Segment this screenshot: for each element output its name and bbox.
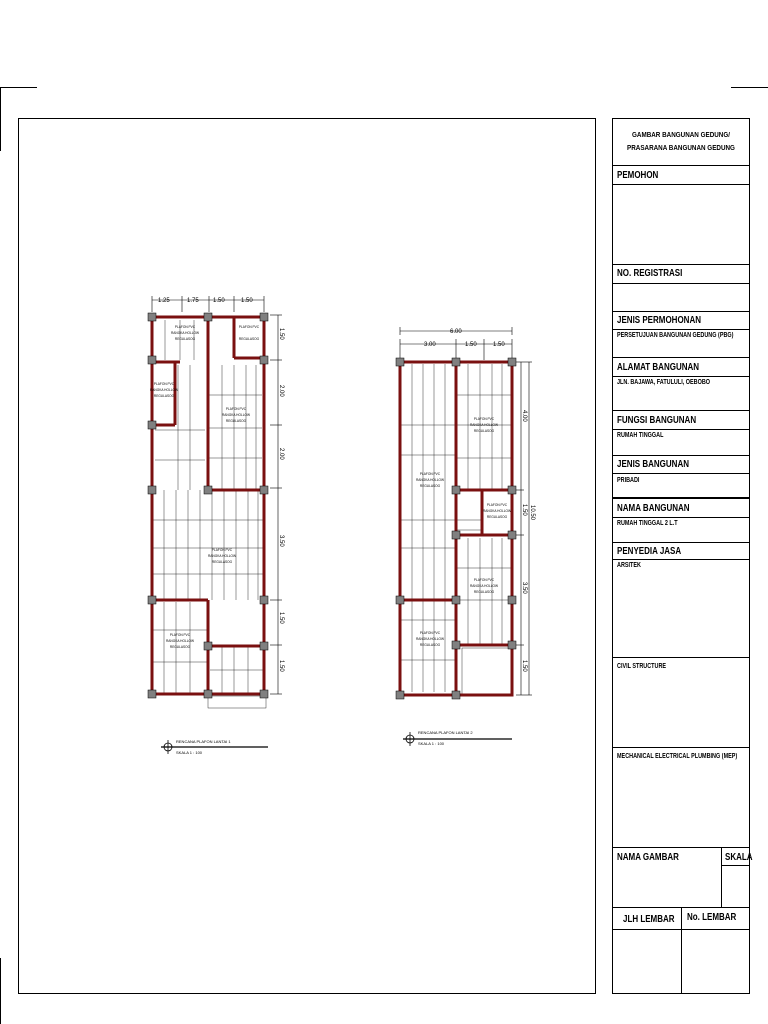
nama-bangunan-label: NAMA BANGUNAN [617, 503, 690, 514]
floor-plan-2 [390, 320, 540, 750]
alamat-bangunan-value: JLN. BAJAWA, FATULULI, OEBOBO [617, 379, 711, 386]
plan1-room-label-c3: REGULASOG [153, 394, 175, 398]
plan2-room-label-b1: PLAFON PVC [473, 417, 495, 421]
no-lembar-label: No. LEMBAR [687, 912, 737, 923]
plan1-room-label-b3: REGULASOG [238, 337, 260, 341]
crop-mark-bottom-left-v [0, 958, 1, 1024]
crop-mark-top-right-h [731, 87, 768, 88]
plan1-room-label-d1: PLAFON PVC [225, 407, 247, 411]
plan2-title: RENCANA PLAFON LANTAI 2 [418, 730, 473, 735]
plan1-top-dim-1: 1.25 [158, 298, 170, 304]
mep-label: MECHANICAL ELECTRICAL PLUMBING (MEP) [617, 753, 738, 760]
floor-plan-1 [130, 290, 290, 760]
plan2-room-label-c1: PLAFON PVC [486, 503, 508, 507]
plan2-dim-labels [424, 329, 535, 672]
plan1-room-label-c2: RANGKA HOLLOW [150, 388, 178, 392]
penyedia-jasa-label: PENYEDIA JASA [617, 546, 682, 557]
plan2-top-dim-1: 3.00 [424, 342, 436, 348]
crop-mark-top-left-h [0, 87, 37, 88]
skala-label: SKALA [725, 852, 753, 863]
plan1-right-dim-5: 1.50 [278, 612, 284, 624]
title-block [612, 118, 753, 994]
nama-gambar-label: NAMA GAMBAR [617, 852, 679, 863]
plan2-room-label-d1: PLAFON PVC [473, 578, 495, 582]
plan1-right-dim-6: 1.50 [278, 660, 284, 672]
plan1-room-label-f2: RANGKA HOLLOW [166, 639, 194, 643]
plan1-title: RENCANA PLAFON LANTAI 1 [176, 739, 231, 744]
plan1-room-label-e3: REGULASOG [211, 560, 233, 564]
pemohon-label: PEMOHON [617, 170, 659, 181]
alamat-bangunan-label: ALAMAT BANGUNAN [617, 362, 700, 373]
plan1-title-block [161, 739, 268, 755]
plan2-top-dim-2: 1.50 [465, 342, 477, 348]
plan2-room-labels [416, 417, 511, 647]
plan1-right-dim-1: 1.50 [278, 328, 284, 340]
plan2-right-dim-3: 3.50 [521, 582, 527, 594]
plan1-walls [152, 317, 264, 694]
plan2-right-dim-4: 1.50 [521, 660, 527, 672]
plan1-top-dim-3: 1.50 [213, 298, 225, 304]
plan1-room-label-b1: PLAFON PVC [238, 325, 260, 329]
plan2-room-label-d2: RANGKA HOLLOW [470, 584, 498, 588]
civil-structure-label: CIVIL STRUCTURE [617, 663, 667, 670]
plan2-room-label-a2: RANGKA HOLLOW [416, 478, 444, 482]
plan1-room-label-d3: REGULASOG [225, 419, 247, 423]
plan2-top-dim-3: 1.50 [493, 342, 505, 348]
plan1-room-label-e2: RANGKA HOLLOW [208, 554, 236, 558]
plan2-room-label-c2: RANGKA HOLLOW [483, 509, 511, 513]
plan2-overall-dim: 6.00 [450, 329, 462, 335]
plan2-room-label-e1: PLAFON PVC [419, 631, 441, 635]
plan1-right-dim-3: 2.00 [278, 448, 284, 460]
plan2-right-dim-2: 1.50 [521, 504, 527, 516]
plan1-top-dim-4: 1.50 [241, 298, 253, 304]
title-block-header-line2: PRASARANA BANGUNAN GEDUNG [627, 145, 735, 152]
plan1-room-label-e1: PLAFON PVC [211, 548, 233, 552]
title-block-header-line1: GAMBAR BANGUNAN GEDUNG/ [631, 132, 730, 139]
jenis-permohonan-value: PERSETUJUAN BANGUNAN GEDUNG (PBG) [617, 332, 734, 339]
plan2-room-label-d3: REGULASOG [473, 590, 495, 594]
plan2-room-label-b3: REGULASOG [473, 429, 495, 433]
plan2-room-label-c3: REGULASOG [486, 515, 508, 519]
plan2-room-label-a3: REGULASOG [419, 484, 441, 488]
plan1-room-label-f3: REGULASOG [169, 645, 191, 649]
plan1-room-label-a3: REGULASOG [174, 337, 196, 341]
plan1-room-label-d2: RANGKA HOLLOW [222, 413, 250, 417]
plan2-scale: SKALA 1 : 100 [418, 741, 445, 746]
plan1-right-dim-4: 3.50 [278, 535, 284, 547]
plan1-top-dim-2: 1.75 [187, 298, 199, 304]
jenis-bangunan-value: PRIBADI [617, 477, 640, 484]
nama-bangunan-value: RUMAH TINGGAL 2 L.T [617, 520, 678, 527]
plan2-right-total: 10.50 [529, 505, 535, 521]
fungsi-bangunan-value: RUMAH TINGGAL [617, 432, 664, 439]
plan1-room-label-f1: PLAFON PVC [169, 633, 191, 637]
no-registrasi-label: NO. REGISTRASI [617, 268, 683, 279]
plan2-room-label-b2: RANGKA HOLLOW [470, 423, 498, 427]
penyedia-jasa-value: ARSITEK [617, 562, 641, 569]
plan1-room-label-a2: RANGKA HOLLOW [171, 331, 199, 335]
jlh-lembar-label: JLH LEMBAR [623, 914, 675, 925]
plan1-scale: SKALA 1 : 100 [176, 750, 203, 755]
plan2-title-block [403, 730, 512, 746]
plan1-right-dim-2: 2.00 [278, 385, 284, 397]
plan2-room-label-e3: REGULASOG [419, 643, 441, 647]
plan1-room-label-c1: PLAFON PVC [153, 382, 175, 386]
jenis-bangunan-label: JENIS BANGUNAN [617, 459, 690, 470]
jenis-permohonan-label: JENIS PERMOHONAN [617, 315, 702, 326]
plan2-room-label-a1: PLAFON PVC [419, 472, 441, 476]
plan2-right-dim-1: 4.00 [521, 410, 527, 422]
plan2-room-label-e2: RANGKA HOLLOW [416, 637, 444, 641]
fungsi-bangunan-label: FUNGSI BANGUNAN [617, 415, 697, 426]
plan1-room-label-a1: PLAFON PVC [174, 325, 196, 329]
crop-mark-top-left-v [0, 87, 1, 151]
